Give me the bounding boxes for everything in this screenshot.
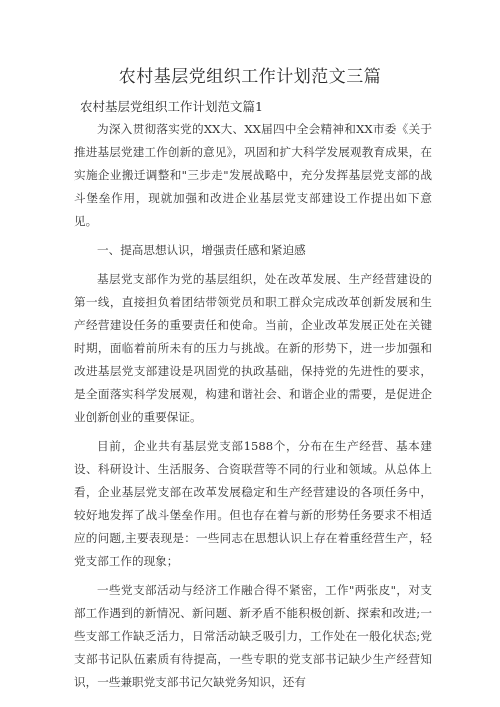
section-subtitle: 农村基层党组织工作计划范文篇1	[80, 99, 263, 114]
document-title: 农村基层党组织工作计划范文三篇	[118, 67, 382, 87]
document-body	[74, 118, 432, 700]
paragraph: 为深入贯彻落实党的XX大、XX届四中全会精神和XX市委《关于推进基层党建工作创新的意见》，巩固和扩大科学发展观教育成果，在实施企业搬迁调整和"三步走"发展战略中，充分发挥基层党支部的战斗堡垒作用，现就加强和改进企业基层党支部建设工作提出如下意见。	[74, 122, 432, 228]
paragraph: 一些党支部活动与经济工作融合得不紧密，工作"两张皮"，对支部工作遇到的新情况、新问题、新矛盾不能积极创新、探索和改进;一些支部工作缺乏活力，日常活动缺乏吸引力，工作处在一般化状态;党支部书记队伍素质有待提高，一些专职的党支部书记缺少生产经营知识，一些兼职党支部书记欠缺党务知识，还有	[74, 583, 432, 689]
paragraph: 目前，企业共有基层党支部1588个，分布在生产经营、基本建设、科研设计、生活服务、合资联营等不同的行业和领域。从总体上看，企业基层党支部在改革发展稳定和生产经营建设的各项任务中，较好地发挥了战斗堡垒作用。但也存在着与新的形势任务要求不相适应的问题,主要表现是：一些同志在思想认识上存在着重经营生产，轻党支部工作的现象；	[74, 439, 432, 568]
paragraph: 基层党支部作为党的基层组织，处在改革发展、生产经营建设的第一线，直接担负着团结带领党员和职工群众完成改革创新发展和生产经营建设任务的重要责任和使命。当前，企业改革发展正处在关键时期，面临着前所未有的压力与挑战。在新的形势下，进一步加强和改进基层党支部建设是巩固党的执政基础，保持党的先进性的要求，是全面落实科学发展观，构建和谐社会、和谐企业的需要，是促进企业创新创业的重要保证。	[74, 272, 432, 424]
section-heading: 一、提高思想认识，增强责任感和紧迫感	[97, 243, 306, 257]
